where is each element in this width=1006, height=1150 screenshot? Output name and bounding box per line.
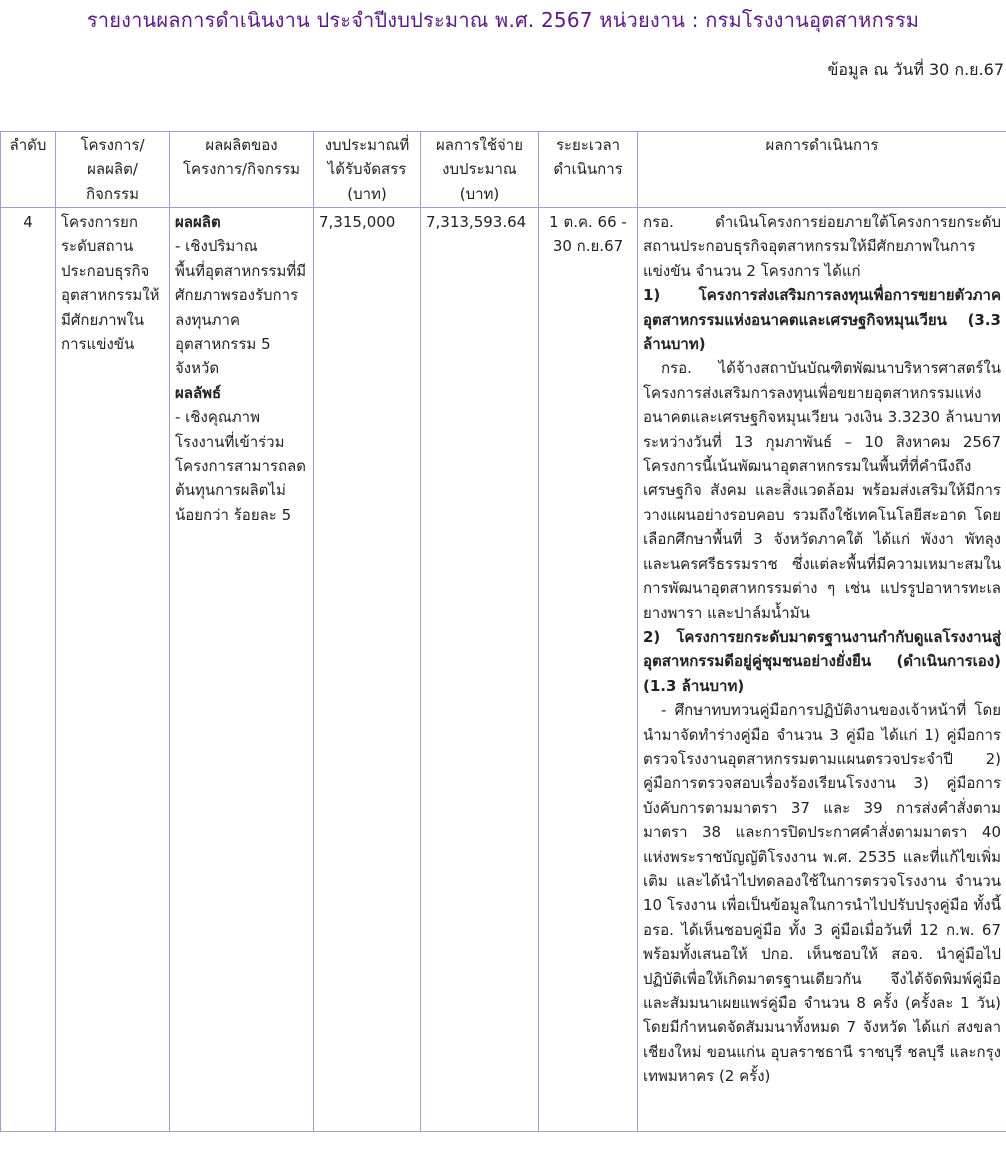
outcome-quality-label: - เชิงคุณภาพ	[175, 408, 260, 427]
col-header-budget-spent: ผลการใช้จ่าย งบประมาณ (บาท)	[421, 132, 539, 208]
table-row	[1, 208, 1006, 1132]
report-title: รายงานผลการดำเนินงาน ประจำปีงบประมาณ พ.ศ. 2567 หน่วยงาน : กรมโรงงานอุตสาหกรรม	[86, 8, 920, 32]
cell-project: โครงการยกระดับสถานประกอบธุรกิจอุตสาหกรรมให้มีศักยภาพในการแข่งขัน	[56, 208, 170, 1132]
col-header-results: ผลการดำเนินการ	[638, 132, 1006, 208]
results-item2-heading: 2) โครงการยกระดับมาตรฐานงานกำกับดูแลโรงงานสู่อุตสาหกรรมดีอยู่คู่ชุมชนอย่างยั่งยืน (ดำเนินการเอง) (1.3 ล้านบาท)	[643, 627, 1001, 695]
outcome-quality-text: โรงงานที่เข้าร่วมโครงการสามารถลดต้นทุนการผลิตไม่น้อยกว่า ร้อยละ 5	[175, 432, 306, 524]
cell-budget-spent: 7,313,593.64	[421, 208, 539, 1132]
output-quantity-text: พื้นที่อุตสาหกรรมที่มีศักยภาพรองรับการลงทุนภาคอุตสาหกรรม 5 จังหวัด	[175, 261, 307, 378]
output-heading: ผลผลิต	[175, 213, 221, 231]
results-item2-body: - ศึกษาทบทวนคู่มือการปฏิบัติงานของเจ้าหน้าที่ โดยนำมาจัดทำร่างคู่มือ จำนวน 3 คู่มือ ได้แก่ 1) คู่มือการตรวจโรงงานอุตสาหกรรมตามแผนตรวจประจำปี 2) คู่มือการตรวจสอบเรื่องร้องเรียนโรงงาน 3) คู่มือการบังคับการตามมาตรา 37 และ 39 การส่งคำสั่งตามมาตรา 38 และการปิดประกาศคำสั่งตามมาตรา 40 แห่งพระราชบัญญัติโรงงาน พ.ศ. 2535 และที่แก้ไขเพิ่มเติม และได้นำไปทดลองใช้ในการตรวจโรงงาน จำนวน 10 โรงงาน เพื่อเป็นข้อมูลในการนำไปปรับปรุงคู่มือ ทั้งนี้ อรอ. ได้เห็นชอบคู่มือ ทั้ง 3 คู่มือเมื่อวันที่ 12 ก.พ. 67 พร้อมทั้งเสนอให้ ปกอ. เห็นชอบให้ สอจ. นำคู่มือไปปฏิบัติเพื่อให้เกิดมาตรฐานเดียวกัน จึงได้จัดพิมพ์คู่มือ และสัมมนาเผยแพร่คู่มือ จำนวน 8 ครั้ง (ครั้งละ 1 วัน) โดยมีกำหนดจัดสัมมนาทั้งหมด 7 จังหวัด ได้แก่ สงขลา เชียงใหม่ ขอนแก่น อุบลราชธานี ราชบุรี ชลบุรี และกรุงเทพมหาคร (2 ครั้ง)	[643, 701, 1001, 1086]
results-item1-heading: 1) โครงการส่งเสริมการลงทุนเพื่อการขยายตัวภาคอุตสาหกรรมแห่งอนาคตและเศรษฐกิจหมุนเวียน (3.3 ล้านบาท)	[643, 286, 1001, 354]
cell-output	[170, 208, 314, 1132]
output-quantity-label: - เชิงปริมาณ	[175, 237, 258, 256]
results-intro: กรอ. ดำเนินโครงการย่อยภายใต้โครงการยกระดับสถานประกอบธุรกิจอุตสาหกรรมให้มีศักยภาพในการแข่งขัน จำนวน 2 โครงการ ได้แก่	[643, 213, 1001, 280]
col-header-period: ระยะเวลา ดำเนินการ	[539, 132, 638, 208]
period-end: 30 ก.ย.67	[552, 237, 624, 256]
cell-budget-allocated: 7,315,000	[314, 208, 421, 1132]
col-header-output: ผลผลิตของ โครงการ/กิจกรรม	[170, 132, 314, 208]
period-start: 1 ต.ค. 66 -	[549, 213, 627, 231]
table-header-row	[1, 132, 1006, 208]
cell-no: 4	[1, 208, 56, 1132]
results-item1-body: กรอ. ได้จ้างสถาบันบัณฑิตพัฒนาบริหารศาสตร์ในโครงการส่งเสริมการลงทุนเพื่อขยายอุตสาหกรรมแห่งอนาคตและเศรษฐกิจหมุนเวียน วงเงิน 3.3230 ล้านบาท ระหว่างวันที่ 13 กุมภาพันธ์ – 10 สิงหาคม 2567 โครงการนี้เน้นพัฒนาอุตสาหกรรมในพื้นที่ที่คำนึงถึงเศรษฐกิจ สังคม และสิ่งแวดล้อม พร้อมส่งเสริมให้มีการวางแผนอย่างรอบคอบ รวมถึงใช้เทคโนโลยีสะอาด โดยเลือกศึกษาพื้นที่ 3 จังหวัดภาคใต้ ได้แก่ พังงา พัทลุง และนครศรีธรรมราช ซึ่งแต่ละพื้นที่มีความเหมาะสมในการพัฒนาอุตสาหกรรมต่าง ๆ เช่น แปรรูปอาหารทะเล ยางพารา และปาล์มน้ำมัน	[643, 359, 1001, 622]
col-header-budget-allocated: งบประมาณที่ ได้รับจัดสรร (บาท)	[314, 132, 421, 208]
col-header-no: ลำดับ	[1, 132, 56, 208]
data-as-of-date: ข้อมูล ณ วันที่ 30 ก.ย.67	[827, 60, 1004, 79]
cell-results	[638, 208, 1006, 1132]
col-header-project: โครงการ/ ผลผลิต/ กิจกรรม	[56, 132, 170, 208]
report-table	[0, 131, 1006, 1132]
outcome-heading: ผลลัพธ์	[175, 383, 222, 402]
cell-period	[539, 208, 638, 1132]
